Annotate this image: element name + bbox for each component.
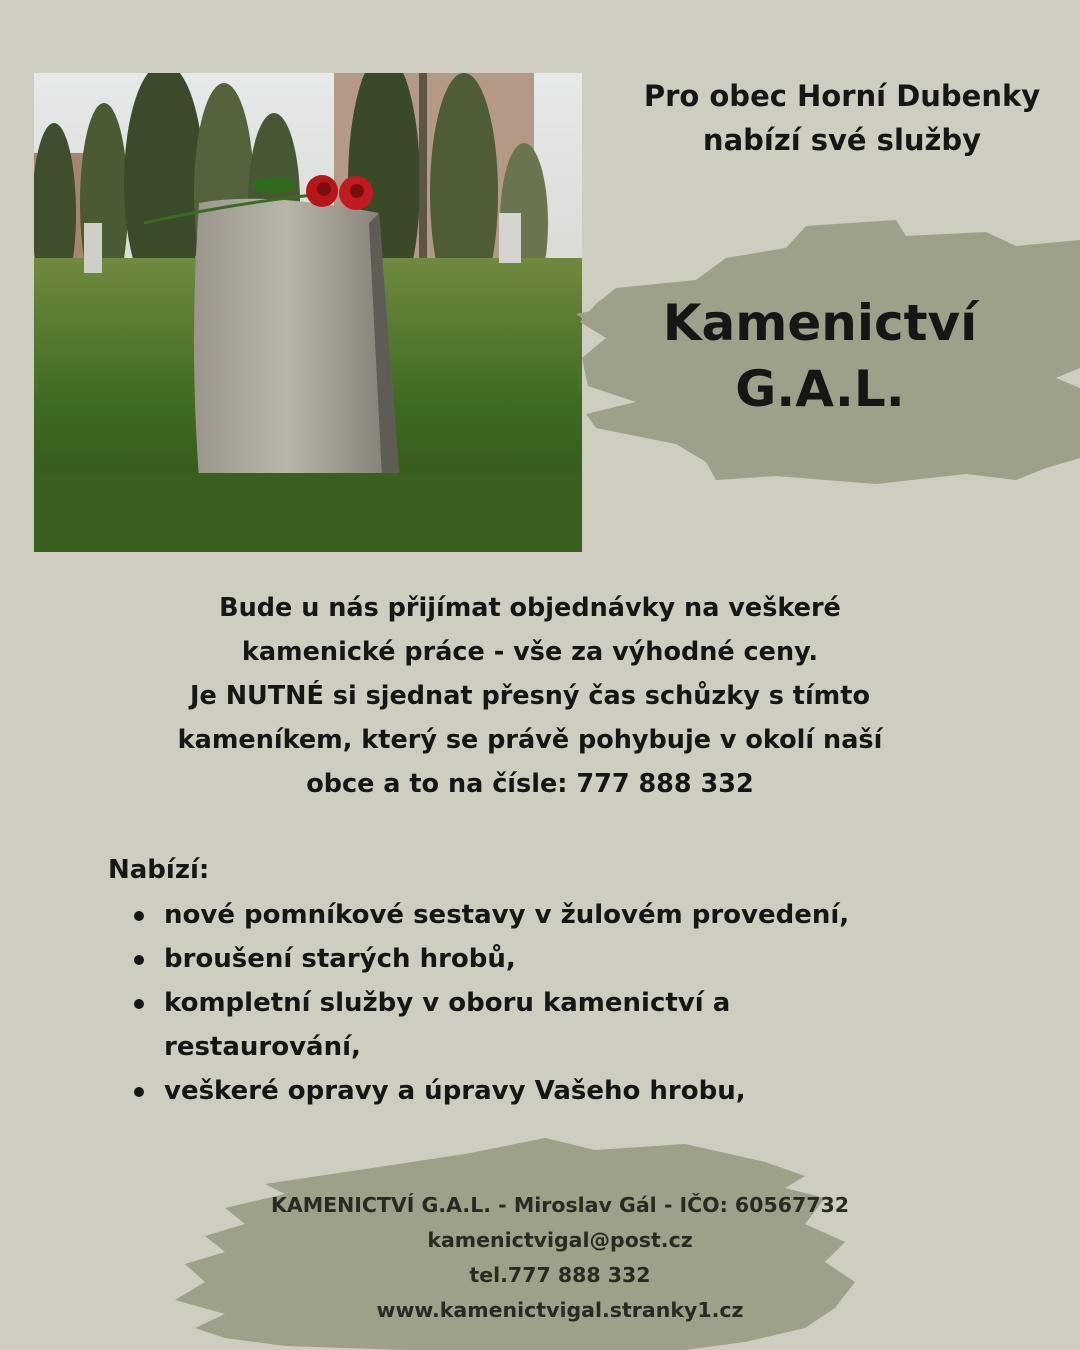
body-text bbox=[80, 586, 980, 806]
offers-label: Nabízí: bbox=[108, 855, 210, 885]
bullet-icon bbox=[134, 911, 144, 921]
body-line: Bude u nás přijímat objednávky na veškeré bbox=[219, 593, 841, 623]
title-line-2: G.A.L. bbox=[735, 360, 905, 418]
footer-contact bbox=[180, 1188, 940, 1328]
footer-email[interactable]: kamenictvigal@post.cz bbox=[427, 1228, 693, 1252]
list-item: kompletní služby v oboru kamenictví a bbox=[128, 981, 988, 1025]
title-line-1: Kamenictví bbox=[662, 294, 978, 352]
body-line: kamenické práce - vše za výhodné ceny. bbox=[241, 637, 819, 667]
body-line: obce a to na čísle: 777 888 332 bbox=[306, 769, 754, 799]
list-item: veškeré opravy a úpravy Vašeho hrobu, bbox=[128, 1069, 988, 1113]
intro-line-2: nabízí své služby bbox=[702, 123, 982, 157]
list-item: broušení starých hrobů, bbox=[128, 937, 988, 981]
footer-company: KAMENICTVÍ G.A.L. - Miroslav Gál - IČO: 60567732 bbox=[270, 1193, 850, 1217]
bullet-icon bbox=[134, 999, 144, 1009]
page-title bbox=[600, 290, 1040, 422]
gravestone-photo bbox=[34, 73, 582, 552]
body-line: kameníkem, který se právě pohybuje v okolí naší bbox=[177, 725, 883, 755]
bullet-icon bbox=[134, 1087, 144, 1097]
bullet-icon bbox=[134, 955, 144, 965]
offers-list bbox=[128, 893, 988, 1113]
list-item-continuation: restaurování, bbox=[164, 1032, 361, 1062]
body-line: Je NUTNÉ si sjednat přesný čas schůzky s tímto bbox=[190, 681, 870, 711]
intro-text bbox=[612, 74, 1072, 162]
intro-line-1: Pro obec Horní Dubenky bbox=[643, 79, 1041, 113]
list-item: nové pomníkové sestavy v žulovém provedení, bbox=[128, 893, 988, 937]
footer-phone[interactable]: tel.777 888 332 bbox=[469, 1263, 651, 1287]
footer-web[interactable]: www.kamenictvigal.stranky1.cz bbox=[376, 1298, 744, 1322]
